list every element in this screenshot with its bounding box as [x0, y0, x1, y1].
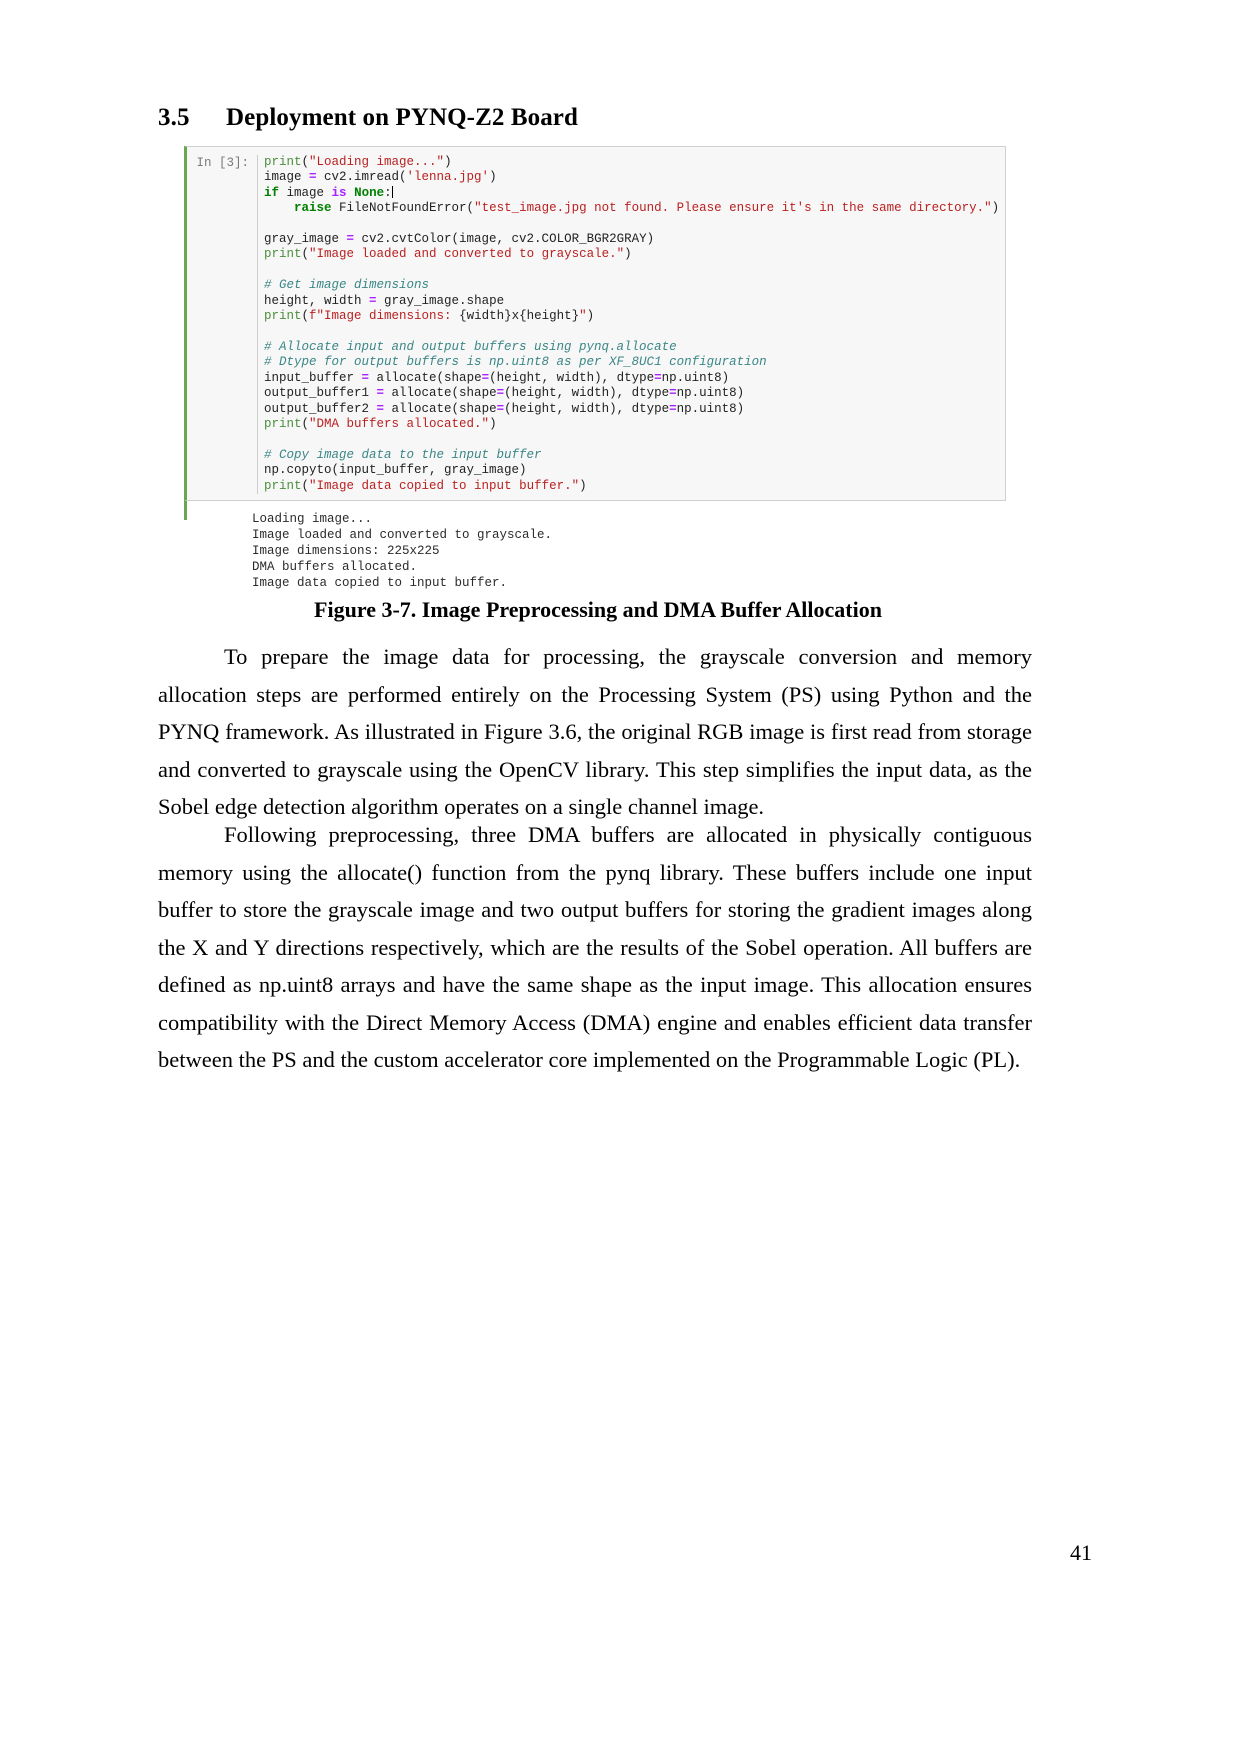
output-line: Image dimensions: 225x225	[252, 543, 440, 558]
code-line	[264, 232, 1005, 247]
code-token: print	[264, 247, 302, 262]
section-title: Deployment on PYNQ-Z2 Board	[226, 104, 579, 131]
code-token: =	[369, 293, 377, 308]
code-line	[264, 309, 1005, 324]
code-token: =	[669, 401, 677, 416]
code-line	[264, 170, 1005, 185]
output-line: DMA buffers allocated.	[252, 559, 418, 574]
code-line	[264, 263, 1005, 278]
code-token: input_buffer	[264, 370, 362, 385]
code-token: cv2.cvtColor(image, cv2.COLOR_BGR2GRAY)	[354, 232, 655, 247]
notebook-output-area	[184, 511, 1006, 591]
code-line	[264, 201, 1005, 216]
code-token: "test_image.jpg not found. Please ensure it's in the same directory."	[474, 201, 992, 216]
code-line	[264, 247, 1005, 262]
code-token	[347, 186, 355, 200]
page-number: 41	[1070, 1540, 1092, 1565]
output-line: Image loaded and converted to grayscale.	[252, 527, 553, 542]
code-line	[264, 463, 1005, 478]
code-token: "Loading image..."	[309, 155, 445, 169]
code-token: =	[669, 386, 677, 401]
code-token: 'lenna.jpg'	[406, 170, 490, 185]
code-token: print	[264, 309, 302, 324]
code-token: # Allocate input and output buffers using pynq.allocate	[264, 339, 677, 354]
code-token: np.uint8)	[676, 386, 745, 401]
code-line	[264, 479, 1005, 494]
code-token: FileNotFoundError(	[331, 201, 475, 216]
code-token: =	[309, 170, 317, 185]
code-token: np.uint8)	[661, 370, 730, 385]
code-token: )	[991, 201, 1000, 216]
code-token: image	[279, 185, 332, 200]
section-number: 3.5	[158, 104, 190, 131]
code-line	[264, 417, 1005, 432]
notebook-input-cell	[184, 146, 1006, 501]
code-token: image	[264, 170, 310, 185]
code-token: (height, width), dtype	[489, 370, 655, 385]
code-token: is	[331, 185, 347, 200]
code-token: (	[301, 478, 310, 493]
notebook-figure	[184, 146, 1006, 591]
paragraph-text: Following preprocessing, three DMA buffers are allocated in physically contiguous memory using the allocate() function from the pynq library. These buffers include one input buffer to store the grayscale image and two output buffers for storing the gradient images along the X and Y directions respectively, which are the results of the Sobel operation. All buffers are defined as np.uint8 arrays and have the same shape as the input image. This allocation ensures compatibility with the Direct Memory Access (DMA) engine and enables efficient data transfer between the PS and the custom accelerator core implemented on the Programmable Logic (PL).	[158, 822, 1032, 1072]
code-token: np.copyto(input_buffer, gray_image)	[264, 463, 527, 478]
code-token: "DMA buffers allocated."	[309, 416, 490, 431]
code-token: f"Image dimensions:	[309, 309, 460, 324]
code-token: cv2.imread(	[316, 170, 407, 185]
code-token: # Dtype for output buffers is np.uint8 as per XF_8UC1 configuration	[264, 355, 767, 370]
code-line	[264, 186, 1005, 201]
code-token: print	[264, 478, 302, 493]
code-token: print	[264, 416, 302, 431]
code-line	[264, 448, 1005, 463]
page-title	[158, 104, 1038, 132]
code-token: :	[384, 185, 392, 200]
code-token: )	[489, 170, 497, 185]
code-token: )	[586, 309, 595, 324]
code-line	[264, 432, 1005, 447]
code-token: =	[496, 386, 505, 401]
code-token: =	[481, 370, 490, 385]
code-token: {width}x{height}	[459, 309, 580, 324]
code-line	[264, 355, 1005, 370]
code-token: output_buffer2	[264, 401, 377, 416]
output-line: Loading image...	[252, 511, 373, 526]
code-token: (	[301, 416, 310, 431]
code-token: )	[489, 416, 497, 431]
code-token	[264, 201, 294, 215]
code-token: allocate(shape	[369, 370, 482, 385]
code-token: (	[301, 309, 310, 324]
body-paragraph-2	[158, 816, 1032, 1079]
code-token: gray_image	[264, 232, 347, 247]
code-token: np.uint8)	[676, 401, 745, 416]
code-token: =	[376, 386, 385, 401]
code-token: (height, width), dtype	[504, 386, 670, 401]
output-line: Image data copied to input buffer.	[252, 575, 508, 590]
code-token: )	[444, 155, 452, 169]
notebook-execution-prompt: In [3]:	[196, 156, 249, 170]
code-line	[264, 340, 1005, 355]
code-token: =	[654, 370, 662, 385]
code-token: "	[579, 309, 587, 324]
code-token: )	[579, 478, 587, 493]
code-line	[264, 371, 1005, 386]
code-token: if	[264, 185, 280, 200]
code-token: "Image loaded and converted to grayscale."	[309, 247, 625, 262]
code-token: # Copy image data to the input buffer	[264, 447, 542, 462]
code-token: (	[301, 155, 310, 169]
code-token: =	[361, 370, 370, 385]
code-token: gray_image.shape	[376, 293, 505, 308]
code-token: allocate(shape	[384, 386, 497, 401]
code-token: # Get image dimensions	[264, 278, 430, 293]
paragraph-text: To prepare the image data for processing, the grayscale conversion and memory allocation steps are performed entirely on the Processing System (PS) using Python and the PYNQ framework. As illustrated in Figure 3.6, the original RGB image is first read from storage and converted to grayscale using the OpenCV library. This step simplifies the input data, as the Sobel edge detection algorithm operates on a single channel image.	[158, 644, 1032, 819]
code-line	[264, 402, 1005, 417]
code-token: "Image data copied to input buffer."	[309, 478, 580, 493]
code-line	[264, 294, 1005, 309]
code-token: =	[496, 401, 505, 416]
code-token: raise	[294, 201, 332, 216]
code-token: (height, width), dtype	[504, 401, 670, 416]
code-token: )	[624, 247, 632, 262]
code-token: print	[264, 155, 302, 169]
code-line	[264, 324, 1005, 339]
notebook-code-area[interactable]	[257, 155, 1005, 494]
code-line	[264, 217, 1005, 232]
text-cursor	[392, 186, 393, 198]
code-line	[264, 386, 1005, 401]
code-token: height, width	[264, 293, 370, 308]
body-paragraph-1	[158, 638, 1032, 826]
code-line	[264, 155, 1005, 170]
code-token: None	[354, 185, 385, 200]
code-line	[264, 278, 1005, 293]
code-token: allocate(shape	[384, 401, 497, 416]
code-token: (	[301, 247, 310, 262]
code-token: output_buffer1	[264, 386, 377, 401]
code-token: =	[346, 232, 355, 247]
figure-caption: Figure 3-7. Image Preprocessing and DMA Buffer Allocation	[314, 597, 882, 622]
code-token: =	[376, 401, 385, 416]
